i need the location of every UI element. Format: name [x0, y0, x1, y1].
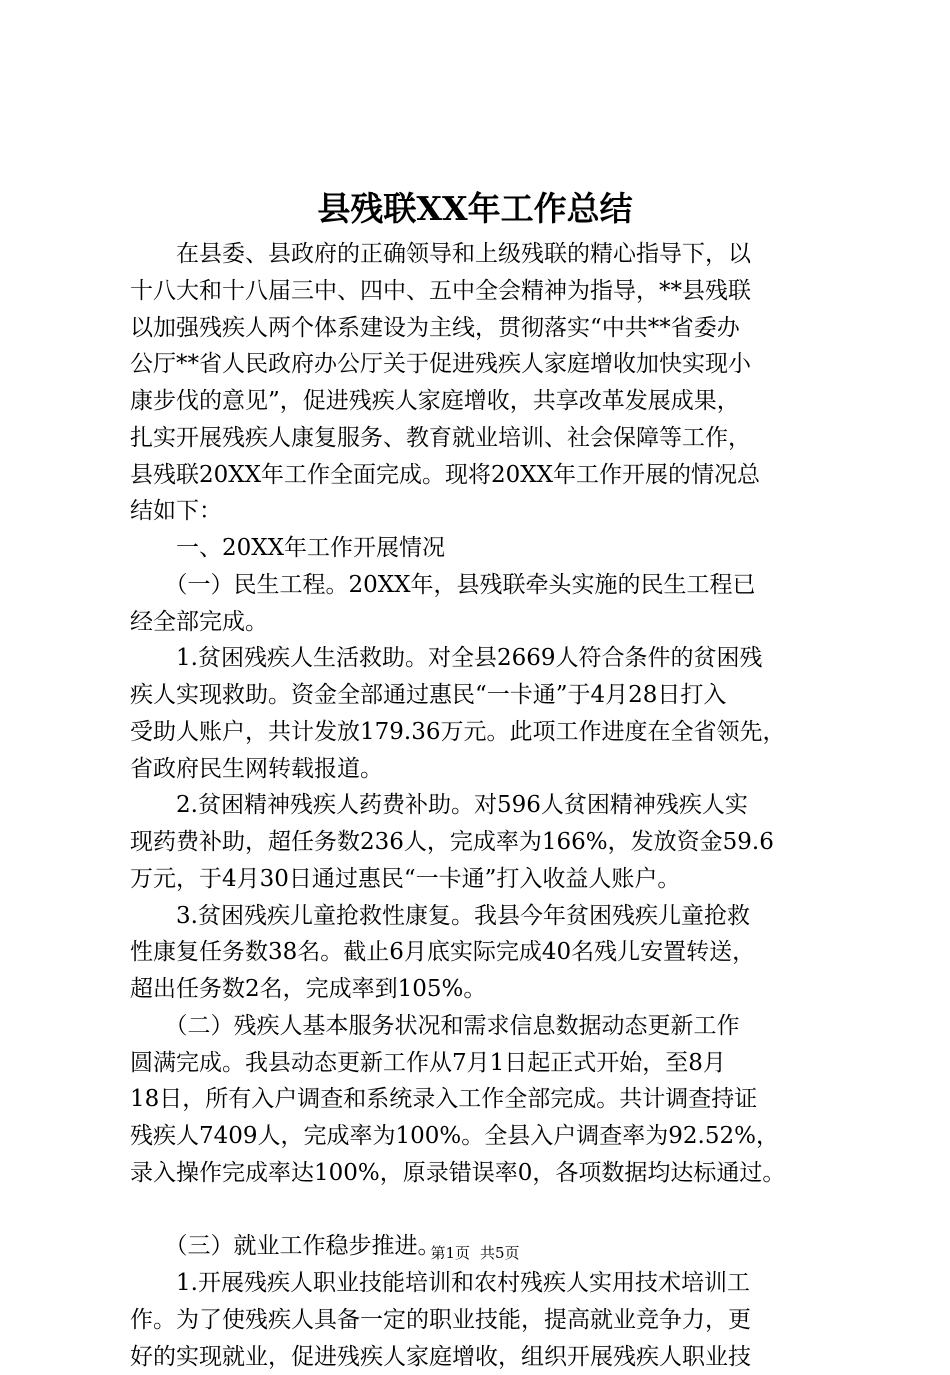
document-body: [130, 236, 842, 1375]
text-line: 疾人实现救助。资金全部通过惠民“一卡通”于4月28日打入: [130, 677, 842, 714]
text-line: 现药费补助，超任务数236人，完成率为166%，发放资金59.6: [130, 824, 842, 861]
text-line: 2.贫困精神残疾人药费补助。对596人贫困精神残疾人实: [130, 787, 842, 824]
text-line: 圆满完成。我县动态更新工作从7月1日起正式开始，至8月: [130, 1045, 842, 1082]
text-line: 扎实开展残疾人康复服务、教育就业培训、社会保障等工作，: [130, 420, 842, 457]
page-footer: [0, 1241, 950, 1265]
text-line: 作。为了使残疾人具备一定的职业技能，提高就业竞争力，更: [130, 1302, 842, 1339]
text-line: 康步伐的意见”，促进残疾人家庭增收，共享改革发展成果，: [130, 383, 842, 420]
text-line: 在县委、县政府的正确领导和上级残联的精心指导下，以: [130, 236, 842, 273]
text-line: 18日，所有入户调查和系统录入工作全部完成。共计调查持证: [130, 1081, 842, 1118]
text-line: 公厅**省人民政府办公厅关于促进残疾人家庭增收加快实现小: [130, 346, 842, 383]
text-line: 1.贫困残疾人生活救助。对全县2669人符合条件的贫困残: [130, 640, 842, 677]
text-line: （三）就业工作稳步推进。: [130, 1228, 842, 1265]
text-line: 超出任务数2名，完成率到105%。: [130, 971, 842, 1008]
text-line: 省政府民生网转载报道。: [130, 751, 842, 788]
text-line: 经全部完成。: [130, 604, 842, 641]
text-line: 3.贫困残疾儿童抢救性康复。我县今年贫困残疾儿童抢救: [130, 898, 842, 935]
blank-line: [130, 1192, 842, 1229]
page-number: 第1页: [430, 1241, 470, 1265]
text-line: 残疾人7409人，完成率为100%。全县入户调查率为92.52%，: [130, 1118, 842, 1155]
text-line: 性康复任务数38名。截止6月底实际完成40名残儿安置转送，: [130, 934, 842, 971]
text-line: 结如下：: [130, 493, 842, 530]
text-line: 万元，于4月30日通过惠民“一卡通”打入收益人账户。: [130, 861, 842, 898]
text-line: （二）残疾人基本服务状况和需求信息数据动态更新工作: [130, 1008, 842, 1045]
page-total: 共5页: [480, 1241, 520, 1265]
text-line: 县残联20XX年工作全面完成。现将20XX年工作开展的情况总: [130, 457, 842, 494]
text-line: 以加强残疾人两个体系建设为主线，贯彻落实“中共**省委办: [130, 310, 842, 347]
text-line: （一）民生工程。20XX年，县残联牵头实施的民生工程已: [130, 567, 842, 604]
text-line: 好的实现就业，促进残疾人家庭增收，组织开展残疾人职业技: [130, 1339, 842, 1375]
text-line: 一、20XX年工作开展情况: [130, 530, 842, 567]
text-line: 十八大和十八届三中、四中、五中全会精神为指导，**县残联: [130, 273, 842, 310]
document-title: 县残联XX年工作总结: [0, 186, 950, 232]
text-line: 1.开展残疾人职业技能培训和农村残疾人实用技术培训工: [130, 1265, 842, 1302]
text-line: 受助人账户，共计发放179.36万元。此项工作进度在全省领先，: [130, 714, 842, 751]
text-line: 录入操作完成率达100%，原录错误率0，各项数据均达标通过。: [130, 1155, 842, 1192]
